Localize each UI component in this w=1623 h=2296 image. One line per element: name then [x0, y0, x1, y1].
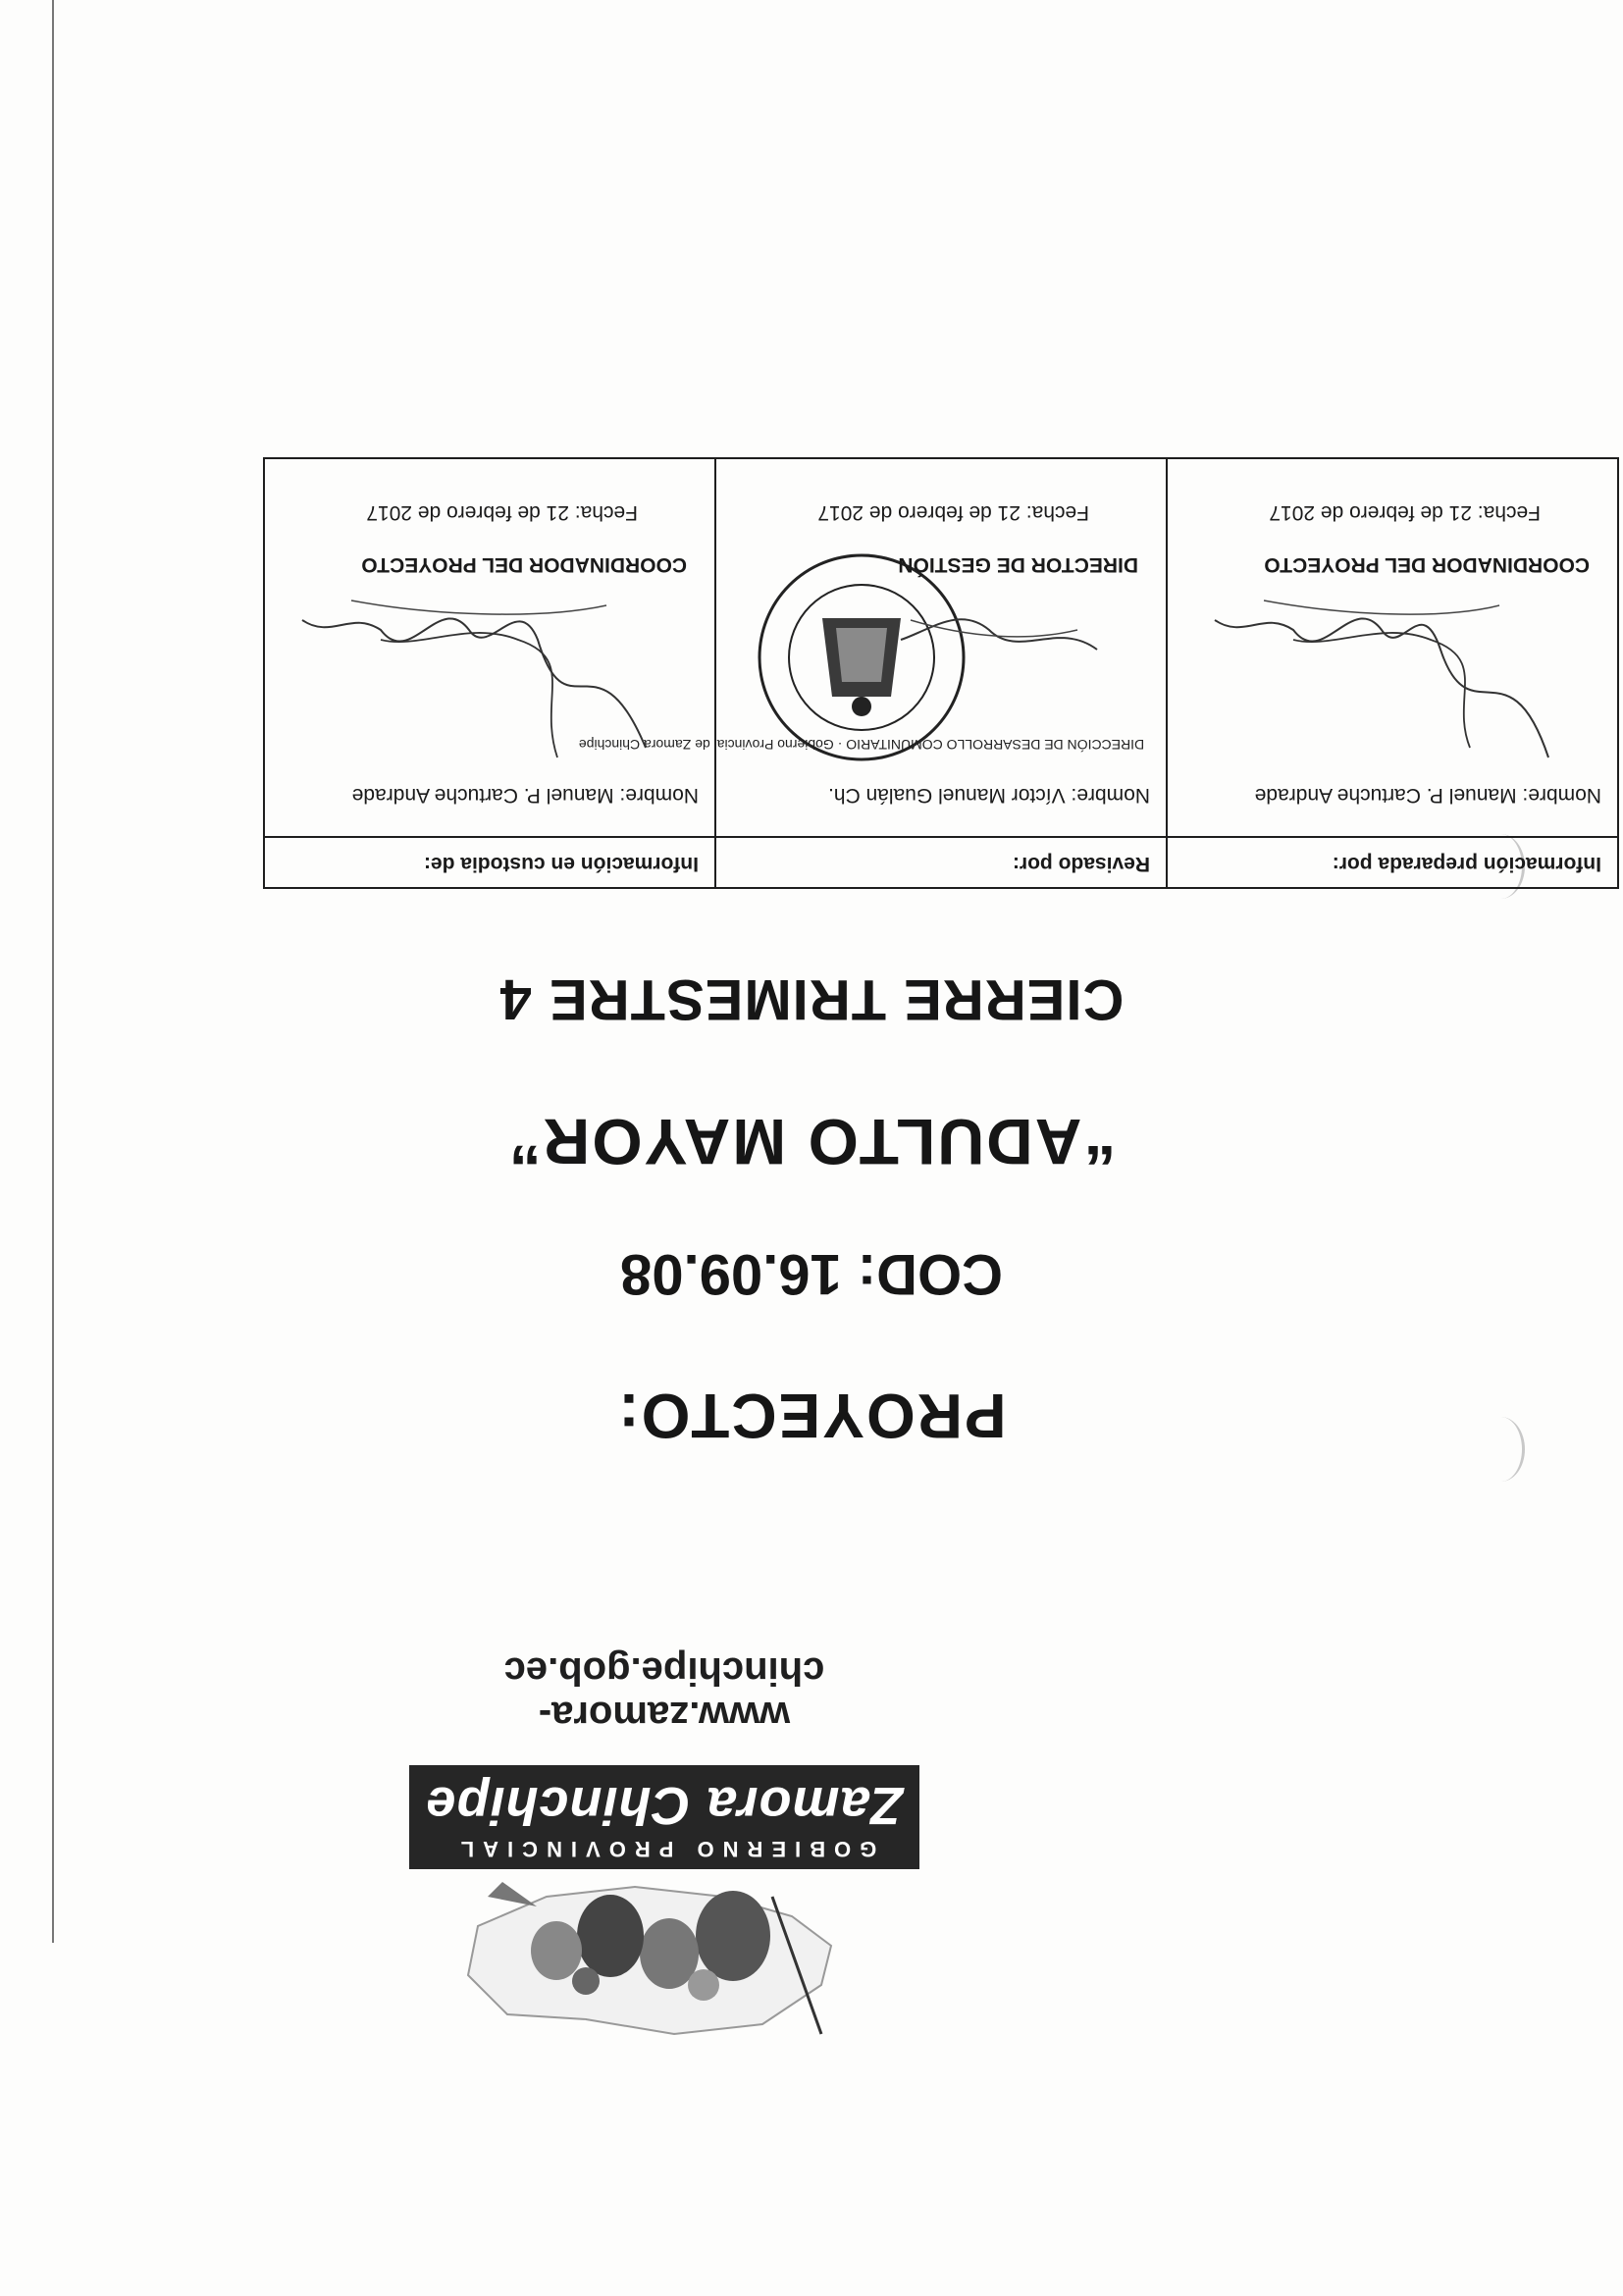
signature-cell-reviewed: [578, 458, 1167, 837]
logo-name: Zamora Chinchipe: [425, 1776, 904, 1835]
signature-table: [263, 457, 1619, 889]
project-label: PROYECTO:: [616, 1381, 1007, 1451]
signer-name: Nombre: Víctor Manuel Gualán Ch.: [828, 784, 1150, 807]
logo-banner: [409, 1765, 919, 1869]
provincial-map-illustration-icon: [448, 1877, 880, 2044]
handwritten-signature-icon: [744, 581, 1136, 777]
signature-cell-prepared: [1167, 458, 1618, 837]
signature-date: Fecha: 21 de febrero de 2017: [1269, 501, 1541, 524]
seal-text: DIRECCIÓN DE DESARROLLO COMUNITARIO · Gobierno Provincial de Zamora Chinchipe: [578, 737, 1145, 753]
handwritten-signature-icon: [1195, 581, 1588, 777]
table-header-prepared: [1167, 837, 1618, 888]
header-label: Información en custodia de:: [423, 853, 699, 875]
logo-subtitle: GOBIERNO PROVINCIAL: [451, 1837, 877, 1861]
signer-role: COORDINADOR DEL PROYECTO: [361, 553, 687, 576]
website-url: www.zamora-chinchipe.gob.ec: [503, 1649, 825, 1737]
signer-role: COORDINADOR DEL PROYECTO: [1264, 553, 1590, 576]
signer-role: DIRECTOR DE GESTIÓN: [898, 553, 1138, 576]
report-period: CIERRE TRIMESTRE 4: [498, 967, 1125, 1031]
provincial-logo: [409, 1749, 919, 2044]
signature-date: Fecha: 21 de febrero de 2017: [817, 501, 1089, 524]
table-header-custody: [264, 837, 715, 888]
project-name: “ADULTO MAYOR”: [506, 1106, 1117, 1178]
header-label: Información preparada por:: [1332, 853, 1601, 875]
signer-name: Nombre: Manuel P. Cartuche Andrade: [351, 784, 699, 807]
header-label: Revisado por:: [1012, 853, 1150, 875]
signature-cell-custody: [264, 458, 715, 837]
signer-name: Nombre: Manuel P. Cartuche Andrade: [1254, 784, 1601, 807]
handwritten-signature-icon: [292, 581, 685, 777]
signature-date: Fecha: 21 de febrero de 2017: [366, 501, 638, 524]
table-header-reviewed: [715, 837, 1167, 888]
project-code: COD: 16.09.08: [619, 1242, 1004, 1306]
